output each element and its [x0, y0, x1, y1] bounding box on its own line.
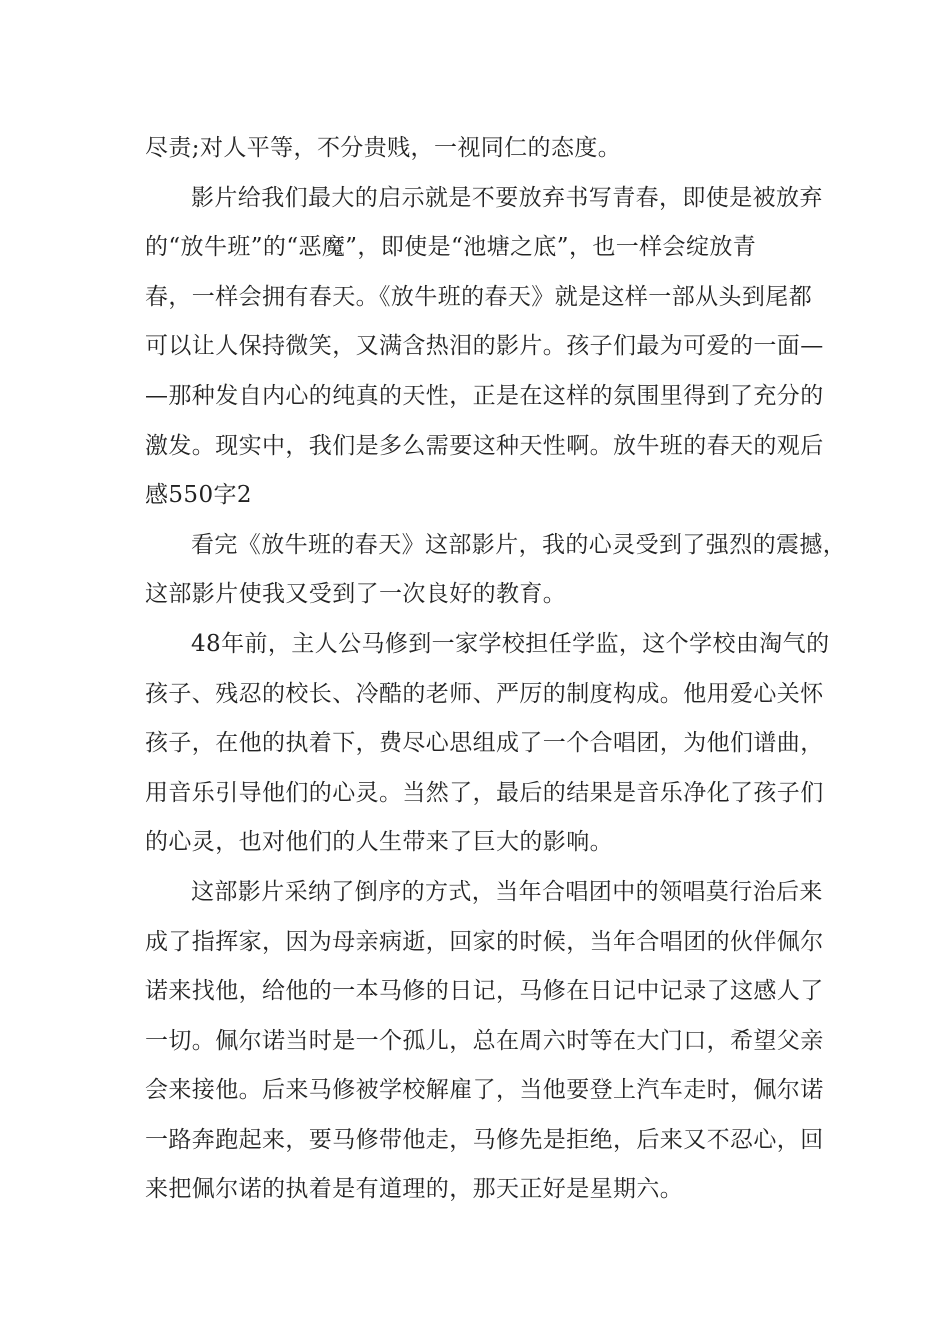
text-line: 诺来找他，给他的一本马修的日记，马修在日记中记录了这感人了 — [145, 978, 824, 1005]
text-line: 的“放牛班”的“恶魔”，即使是“池塘之底”，也一样会绽放青 — [145, 234, 757, 261]
text-line: 春，一样会拥有春天。《放牛班的春天》就是这样一部从头到尾都 — [145, 283, 813, 310]
text-line: 一切。佩尔诺当时是一个孤儿，总在周六时等在大门口，希望父亲 — [145, 1027, 824, 1054]
text-line: 激发。现实中，我们是多么需要这种天性啊。放牛班的春天的观后 — [145, 432, 824, 459]
paragraph-start-line: 这部影片采纳了倒序的方式，当年合唱团中的领唱莫行治后来 — [191, 878, 823, 905]
text-line: 孩子、残忍的校长、冷酷的老师、严厉的制度构成。他用爱心关怀 — [145, 680, 824, 707]
body-text — [145, 124, 847, 1215]
text-line: 会来接他。后来马修被学校解雇了，当他要登上汽车走时，佩尔诺 — [145, 1077, 824, 1104]
text-line: 这部影片使我又受到了一次良好的教育。 — [145, 581, 567, 608]
text-line: —那种发自内心的纯真的天性，正是在这样的氛围里得到了充分的 — [145, 382, 824, 409]
text-line: 感550字2 — [145, 482, 252, 509]
text-line: 的心灵，也对他们的人生带来了巨大的影响。 — [145, 829, 613, 856]
text-line: 可以让人保持微笑，又满含热泪的影片。孩子们最为可爱的一面— — [145, 333, 824, 360]
paragraph-start-line: 影片给我们最大的启示就是不要放弃书写青春，即使是被放弃 — [191, 184, 823, 211]
text-line: 成了指挥家，因为母亲病逝，回家的时候，当年合唱团的伙伴佩尔 — [145, 928, 824, 955]
paragraph-start-line: 看完《放牛班的春天》这部影片，我的心灵受到了强烈的震撼， — [191, 531, 847, 558]
text-line: 一路奔跑起来，要马修带他走，马修先是拒绝，后来又不忍心，回 — [145, 1126, 824, 1153]
text-line: 用音乐引导他们的心灵。当然了，最后的结果是音乐净化了孩子们 — [145, 779, 824, 806]
text-line: 孩子，在他的执着下，费尽心思组成了一个合唱团，为他们谱曲， — [145, 730, 824, 757]
text-line: 来把佩尔诺的执着是有道理的，那天正好是星期六。 — [145, 1176, 684, 1203]
text-line: 尽责;对人平等，不分贵贱，一视同仁的态度。 — [145, 135, 622, 161]
paragraph-start-line: 48年前，主人公马修到一家学校担任学监，这个学校由淘气的 — [191, 630, 830, 657]
